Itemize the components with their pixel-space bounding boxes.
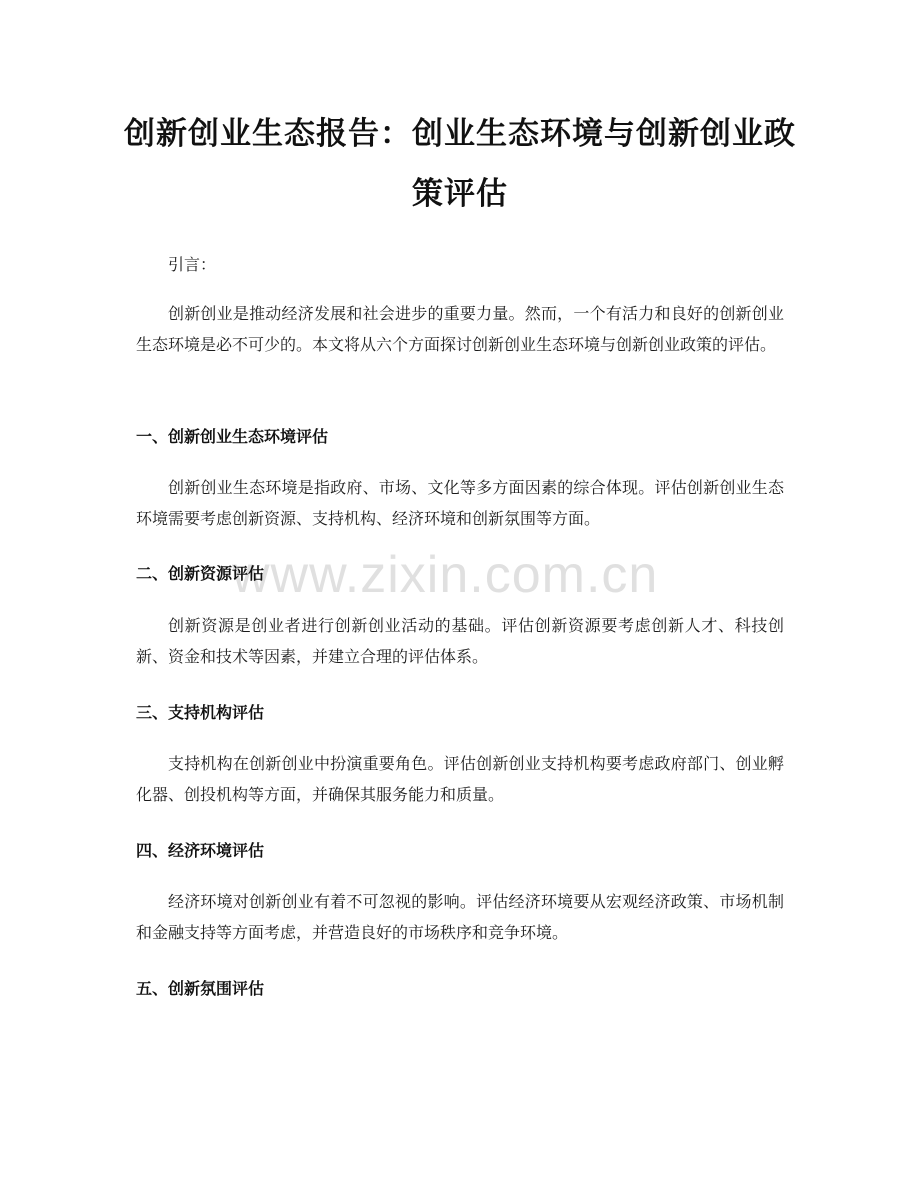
- section-heading: 四、经济环境评估: [136, 841, 265, 860]
- section-1-heading-block: [136, 421, 784, 452]
- section-2-heading-block: [136, 558, 784, 589]
- intro-label: 引言：: [168, 255, 217, 274]
- section-3-body-block: [136, 748, 784, 810]
- section-heading: 二、创新资源评估: [136, 564, 265, 583]
- section-heading: 一、创新创业生态环境评估: [136, 427, 329, 446]
- intro-block: [136, 298, 784, 360]
- section-3-heading-block: [136, 697, 784, 728]
- section-heading: 三、支持机构评估: [136, 703, 265, 722]
- intro-label-block: [136, 249, 784, 280]
- document-title: 创新创业生态报告：创业生态环境与创新创业政策评估: [124, 116, 796, 212]
- section-4-heading-block: [136, 835, 784, 866]
- section-heading: 五、创新氛围评估: [136, 979, 265, 998]
- section-paragraph: 经济环境对创新创业有着不可忽视的影响。评估经济环境要从宏观经济政策、市场机制和金融支持等方面考虑，并营造良好的市场秩序和竞争环境。: [136, 892, 784, 942]
- section-paragraph: 创新创业生态环境是指政府、市场、文化等多方面因素的综合体现。评估创新创业生态环境需要考虑创新资源、支持机构、经济环境和创新氛围等方面。: [136, 478, 784, 528]
- section-1-body-block: [136, 472, 784, 534]
- section-2-body-block: [136, 610, 784, 672]
- section-paragraph: 创新资源是创业者进行创新创业活动的基础。评估创新资源要考虑创新人才、科技创新、资金和技术等因素，并建立合理的评估体系。: [136, 616, 784, 666]
- intro-paragraph: 创新创业是推动经济发展和社会进步的重要力量。然而，一个有活力和良好的创新创业生态环境是必不可少的。本文将从六个方面探讨创新创业生态环境与创新创业政策的评估。: [136, 304, 784, 354]
- watermark: www.zixin.com.cn: [232, 546, 659, 604]
- section-paragraph: 支持机构在创新创业中扮演重要角色。评估创新创业支持机构要考虑政府部门、创业孵化器、创投机构等方面，并确保其服务能力和质量。: [136, 754, 784, 804]
- section-5-heading-block: [136, 973, 784, 1004]
- section-4-body-block: [136, 886, 784, 948]
